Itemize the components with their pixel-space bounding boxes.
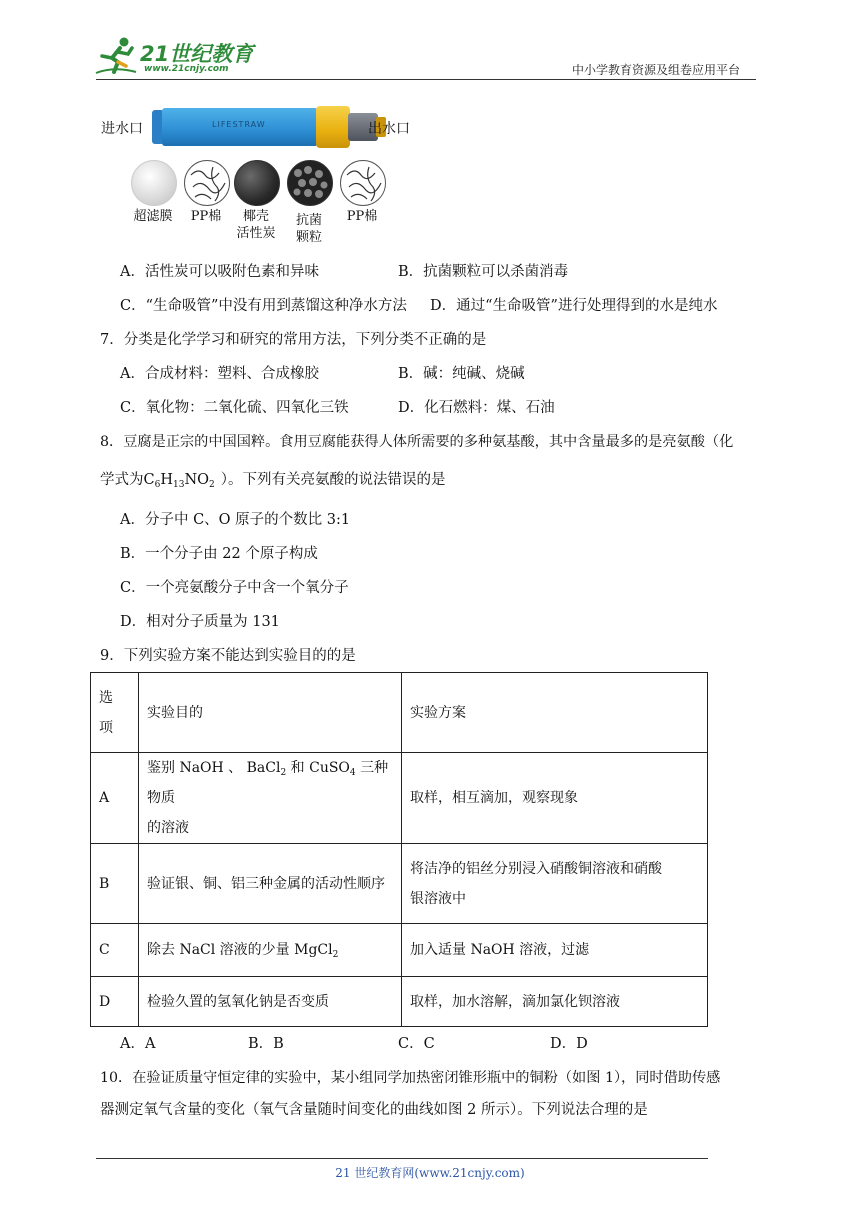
row-d-goal: 检验久置的氢氧化钠是否变质 [139,977,402,1027]
row-c-plan: 加入适量 NaOH 溶液，过滤 [402,924,708,977]
q7-option-c: C．氧化物：二氧化硫、四氧化三铁 [120,400,349,416]
antibacterial-granules-image [287,160,333,206]
table-row [91,753,708,844]
layer-label-1: 超滤膜 [133,209,173,224]
q9-answer-b: B．B [248,1036,284,1052]
q10-stem-line2: 器测定氧气含量的变化（氧气含量随时间变化的曲线如图 2 所示）。下列说法合理的是 [100,1102,648,1118]
q8-stem-line1: 8．豆腐是正宗的中国国粹。食用豆腐能获得人体所需要的多种氨基酸，其中含量最多的是亮氨酸（化 [100,434,734,450]
table-row [91,977,708,1027]
leucine-formula: $C_6H_{13}NO_2$ [143,472,215,490]
header-right-text: 中小学教育资源及组卷应用平台 [572,63,741,77]
q7-option-a: A．合成材料：塑料、合成橡胶 [120,366,319,382]
q8-option-a: A．分子中 C、O 原子的个数比 3:1 [120,512,351,528]
layer-label-3: 椰壳 活性炭 [236,209,276,241]
q6-option-c: C．“生命吸管”中没有用到蒸馏这种净水方法 [120,298,407,314]
row-b-option: B [91,844,139,924]
logo-title: 21世纪教育 [140,42,254,66]
table-header-row [91,673,708,753]
q8-option-c: C．一个亮氨酸分子中含一个氧分子 [120,580,349,596]
straw-figure [96,100,426,250]
row-b-goal: 验证银、铜、铝三种金属的活动性顺序 [139,844,402,924]
row-b-plan: 将洁净的铝丝分别浸入硝酸铜溶液和硝酸 银溶液中 [402,844,708,924]
table-row [91,844,708,924]
tube-print: LIFESTRAW [212,120,266,129]
layer-label-2: PP棉 [190,209,222,224]
header-option: 选 项 [91,673,139,753]
footer-rule [96,1158,708,1159]
q10-stem-line1: 10．在验证质量守恒定律的实验中，某小组同学加热密闭锥形瓶中的铜粉（如图 1），同时借助传感 [100,1070,721,1086]
pp-cotton-image-2 [340,160,386,206]
outlet-label: 出水口 [368,121,410,137]
ultrafiltration-membrane-image [131,160,177,206]
logo-url: www.21cnjy.com [144,64,229,74]
q8-stem-line2 [100,470,446,490]
row-c-goal: 除去 NaCl 溶液的少量 MgCl$_2$ [139,924,402,977]
runner-logo-icon [94,36,138,76]
layer-label-5: PP棉 [346,209,378,224]
layer-label-4: 抗菌 颗粒 [295,213,322,245]
row-a-goal: 鉴别 NaOH 、 BaCl$_2$ 和 CuSO$_4$ 三种物质 的溶液 [139,753,402,844]
q7-option-b: B．碱：纯碱、烧碱 [398,366,525,382]
logo [94,36,264,78]
row-a-plan: 取样，相互滴加，观察现象 [402,753,708,844]
row-d-plan: 取样，加水溶解，滴加氯化钡溶液 [402,977,708,1027]
row-d-option: D [91,977,139,1027]
row-a-option: A [91,753,139,844]
header-plan: 实验方案 [402,673,708,753]
inlet-label: 进水口 [101,121,143,137]
row-c-option: C [91,924,139,977]
header-goal: 实验目的 [139,673,402,753]
q9-stem: 9．下列实验方案不能达到实验目的的是 [100,648,356,664]
q6-option-a: A．活性炭可以吸附色素和异味 [120,264,319,280]
q8-option-d: D．相对分子质量为 131 [120,614,280,630]
q6-option-d: D．通过“生命吸管”进行处理得到的水是纯水 [430,298,718,314]
header-rule [96,79,756,80]
footer-text: 21 世纪教育网(www.21cnjy.com) [335,1166,525,1180]
table-row [91,924,708,977]
q7-stem: 7．分类是化学学习和研究的常用方法，下列分类不正确的是 [100,332,487,348]
q8-stem-line2-post: ）。下列有关亮氨酸的说法错误的是 [220,472,446,488]
q9-table [90,672,708,1027]
q9-answer-c: C．C [398,1036,435,1052]
coconut-activated-carbon-image [234,160,280,206]
q9-answer-a: A．A [120,1036,156,1052]
q6-option-b: B．抗菌颗粒可以杀菌消毒 [398,264,569,280]
tube-collar [316,106,350,148]
q7-option-d: D．化石燃料：煤、石油 [398,400,555,416]
straw-tube [152,106,388,148]
q9-answer-d: D．D [550,1036,588,1052]
pp-cotton-image [184,160,230,206]
q8-stem-line2-pre: 学式为 [100,472,144,488]
header [0,0,860,80]
q8-option-b: B．一个分子由 22 个原子构成 [120,546,318,562]
